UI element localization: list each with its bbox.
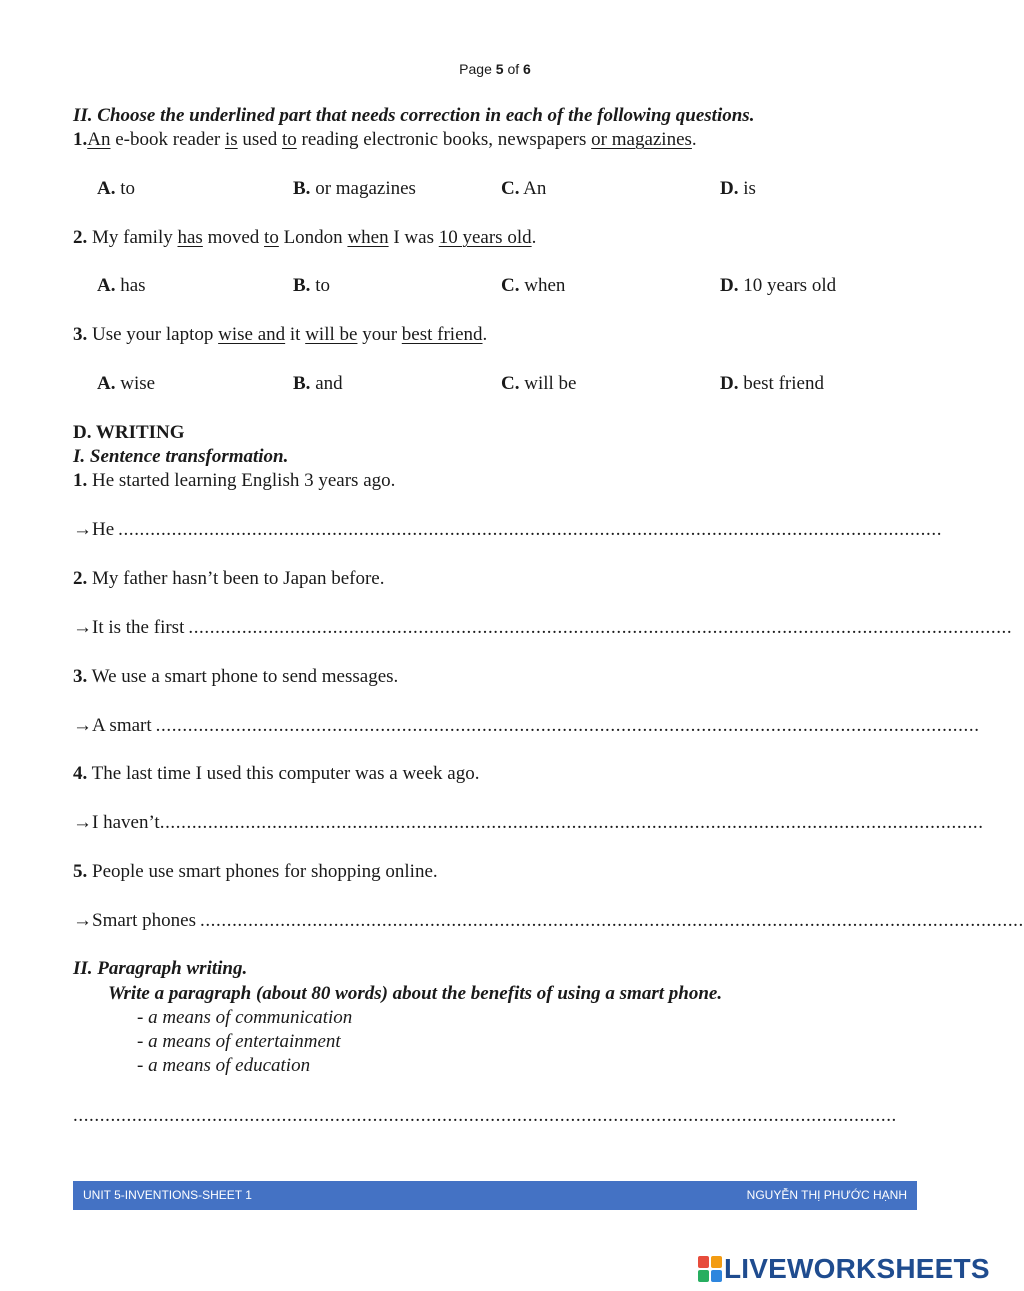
answer-dots[interactable]: .......................................................................................................................................................... xyxy=(155,715,980,736)
question-3: 3. Use your laptop wise and it will be your best friend. xyxy=(73,324,488,345)
q1-option-c[interactable]: C. An xyxy=(501,178,547,199)
page-label: Page xyxy=(459,61,492,77)
question-2: 2. My family has moved to London when I was 10 years old. xyxy=(73,227,537,248)
arrow-icon: → xyxy=(73,519,92,540)
q3-option-c[interactable]: C. will be xyxy=(501,373,577,394)
question-number: 2. xyxy=(73,227,88,248)
q1-option-a[interactable]: A. to xyxy=(97,178,136,199)
q2-option-c[interactable]: C. when xyxy=(501,275,566,296)
transform-item-3: 3. We use a smart phone to send messages. xyxy=(73,666,399,687)
underlined-part: 10 years old xyxy=(438,227,532,248)
underlined-part: best friend xyxy=(401,324,483,345)
q1-option-d[interactable]: D. is xyxy=(720,178,756,199)
q2-option-a[interactable]: A. has xyxy=(97,275,146,296)
brand-name: LIVEWORKSHEETS xyxy=(724,1253,990,1284)
liveworksheets-icon xyxy=(698,1256,722,1282)
arrow-icon: → xyxy=(73,812,92,833)
transform-item-5: 5. People use smart phones for shopping online. xyxy=(73,861,438,882)
paragraph-prompt: Write a paragraph (about 80 words) about the benefits of using a smart phone. xyxy=(108,983,723,1004)
answer-line-4[interactable]: → I haven’t .......................................................................................................................................................... xyxy=(73,812,984,833)
transform-item-2: 2. My father hasn’t been to Japan before. xyxy=(73,568,385,589)
arrow-icon: → xyxy=(73,910,92,931)
underlined-part: has xyxy=(177,227,203,248)
arrow-icon: → xyxy=(73,715,92,736)
transform-title: I. Sentence transformation. xyxy=(73,446,289,467)
answer-line-3[interactable]: → A smart .......................................................................................................................................................... xyxy=(73,715,980,736)
transform-item-4: 4. The last time I used this computer was a week ago. xyxy=(73,763,480,784)
correction-section-title: II. Choose the underlined part that needs correction in each of the following questions. xyxy=(73,105,755,126)
q3-option-b[interactable]: B. and xyxy=(293,373,343,394)
answer-dots[interactable]: .......................................................................................................................................................... xyxy=(118,519,943,540)
footer-author: NGUYỄN THỊ PHƯỚC HẠNH xyxy=(746,1188,907,1202)
q1-option-b[interactable]: B. or magazines xyxy=(293,178,416,199)
q3-option-d[interactable]: D. best friend xyxy=(720,373,824,394)
answer-line-5[interactable]: → Smart phones .......................................................................................................................................................... xyxy=(73,910,1024,931)
question-number: 3. xyxy=(73,324,88,345)
underlined-part: to xyxy=(281,129,297,150)
underlined-part: when xyxy=(347,227,389,248)
liveworksheets-logo xyxy=(698,1253,990,1285)
answer-dots[interactable]: .......................................................................................................................................................... xyxy=(199,910,1024,931)
bullet-communication: - a means of communication xyxy=(137,1007,353,1028)
arrow-icon: → xyxy=(73,617,92,638)
q2-option-b[interactable]: B. to xyxy=(293,275,330,296)
underlined-part: or magazines xyxy=(591,129,692,150)
question-number: 1. xyxy=(73,129,88,150)
paragraph-title: II. Paragraph writing. xyxy=(73,958,248,979)
transform-item-1: 1. He started learning English 3 years ago. xyxy=(73,470,396,491)
answer-line-2[interactable]: → It is the first .......................................................................................................................................................... xyxy=(73,617,1013,638)
page-of: of xyxy=(507,61,520,77)
footer-unit: UNIT 5-INVENTIONS-SHEET 1 xyxy=(83,1188,252,1202)
question-1: 1.An e-book reader is used to reading electronic books, newspapers or magazines. xyxy=(73,129,697,150)
answer-dots[interactable]: .......................................................................................................................................................... xyxy=(159,812,984,833)
underlined-part: to xyxy=(264,227,279,248)
underlined-part: will be xyxy=(305,324,358,345)
page-number xyxy=(0,60,990,78)
answer-dots[interactable]: .......................................................................................................................................................... xyxy=(188,617,1013,638)
underlined-part: An xyxy=(87,129,111,150)
bullet-entertainment: - a means of entertainment xyxy=(137,1031,341,1052)
answer-line-1[interactable]: → He .......................................................................................................................................................... xyxy=(73,519,943,540)
footer-bar xyxy=(73,1181,917,1210)
bullet-education: - a means of education xyxy=(137,1055,311,1076)
paragraph-answer-line[interactable]: .......................................................................................................................................................... xyxy=(73,1105,897,1126)
underlined-part: is xyxy=(224,129,238,150)
underlined-part: wise and xyxy=(218,324,286,345)
q3-option-a[interactable]: A. wise xyxy=(97,373,156,394)
page-total: 6 xyxy=(523,61,531,77)
q2-option-d[interactable]: D. 10 years old xyxy=(720,275,837,296)
page-current: 5 xyxy=(495,61,504,77)
writing-title: D. WRITING xyxy=(73,422,185,443)
